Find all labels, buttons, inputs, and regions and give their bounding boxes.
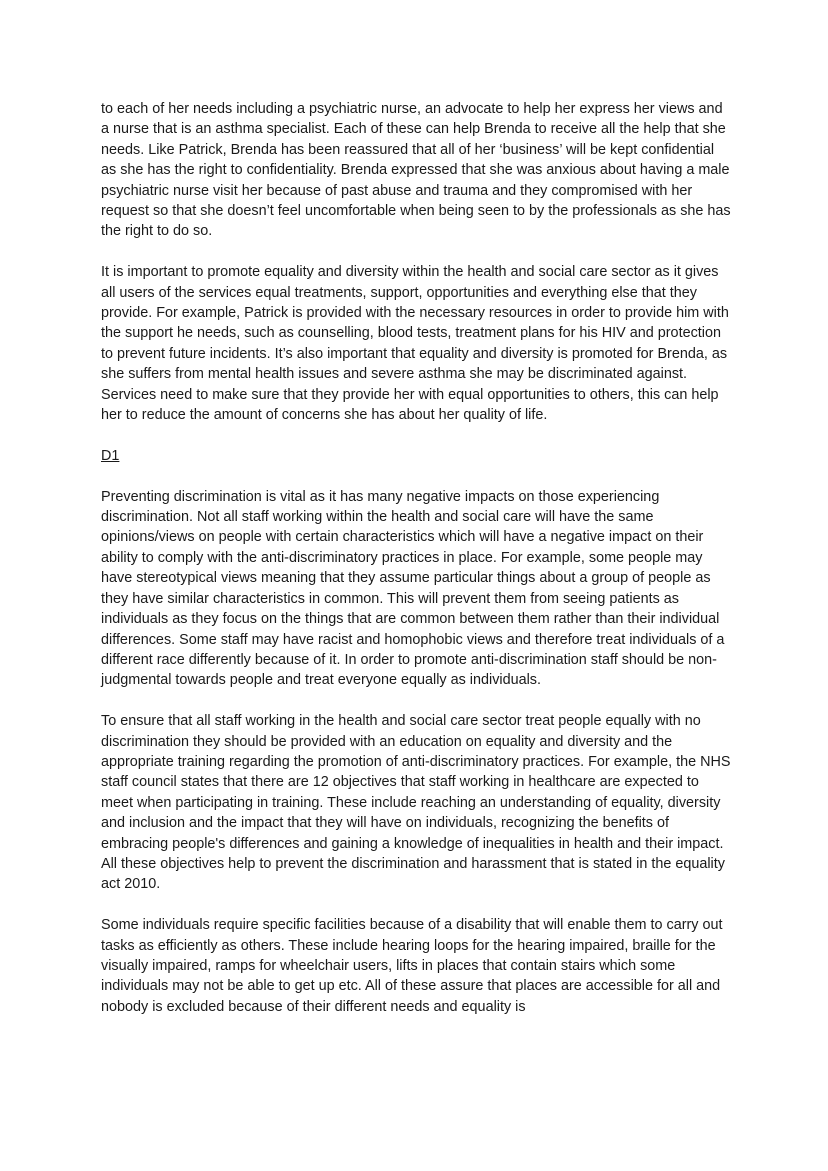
paragraph-equality-diversity: It is important to promote equality and diversity within the health and social care sector as it gives all users of the services equal treatments, support, opportunities and everything else that they provide. For example, Patrick is provided with the necessary resources in order to provide him with the support he needs, such as counselling, blood tests, treatment plans for his HIV and protection to prevent future incidents. It’s also important that equality and diversity is promoted for Brenda, as she suffers from mental health issues and severe asthma she may be discriminated against. Services need to make sure that they provide her with equal opportunities to others, this can help her to reduce the amount of concerns she has about her quality of life.	[101, 264, 729, 424]
paragraph-disability-facilities: Some individuals require specific facilities because of a disability that will enable them to carry out tasks as efficiently as others. These include hearing loops for the hearing impaired, braille for the visually impaired, ramps for wheelchair users, lifts in places that contain stairs which some individuals may not be able to get up etc. All of these assure that places are accessible for all and nobody is excluded because of their different needs and equality is	[101, 917, 723, 1015]
paragraph-preventing-discrimination: Preventing discrimination is vital as it has many negative impacts on those experiencing discrimination. Not all staff working within the health and social care will have the same opinions/views on people with certain characteristics which will have a negative impact on their ability to comply with the anti-discriminatory practices in place. For example, some people may have stereotypical views meaning that they assume particular things about a group of people as they have similar characteristics in common. This will prevent them from seeing patients as individuals as they focus on the things that are common between them rather than their individual differences. Some staff may have racist and homophobic views and therefore treat individuals of a different race differently because of it. In order to promote anti-discrimination staff should be non-judgmental towards people and treat everyone equally as individuals.	[101, 488, 725, 689]
document-body	[101, 99, 731, 1038]
paragraph-staff-training: To ensure that all staff working in the health and social care sector treat people equally with no discrimination they should be provided with an education on equality and diversity and the appropriate training regarding the promotion of anti-discriminatory practices. For example, the NHS staff council states that there are 12 objectives that staff working in healthcare are expected to meet when participating in training. These include reaching an understanding of equality, diversity and inclusion and the impact that they will have on individuals, recognizing the benefits of embracing people's differences and gaining a knowledge of inequalities in health and their impact. All these objectives help to prevent the discrimination and harassment that is stated in the equality act 2010.	[101, 713, 731, 893]
paragraph-brenda-support: to each of her needs including a psychiatric nurse, an advocate to help her express her views and a nurse that is an asthma specialist. Each of these can help Brenda to receive all the help that she needs. Like Patrick, Brenda has been reassured that all of her ‘business’ will be kept confidential as she has the right to confidentiality. Brenda expressed that she was anxious about having a male psychiatric nurse visit her because of past abuse and trauma and they compromised with her request so that she doesn’t feel uncomfortable when being seen to by the professionals as she has the right to do so.	[101, 101, 731, 240]
section-heading-d1: D1	[101, 447, 120, 464]
